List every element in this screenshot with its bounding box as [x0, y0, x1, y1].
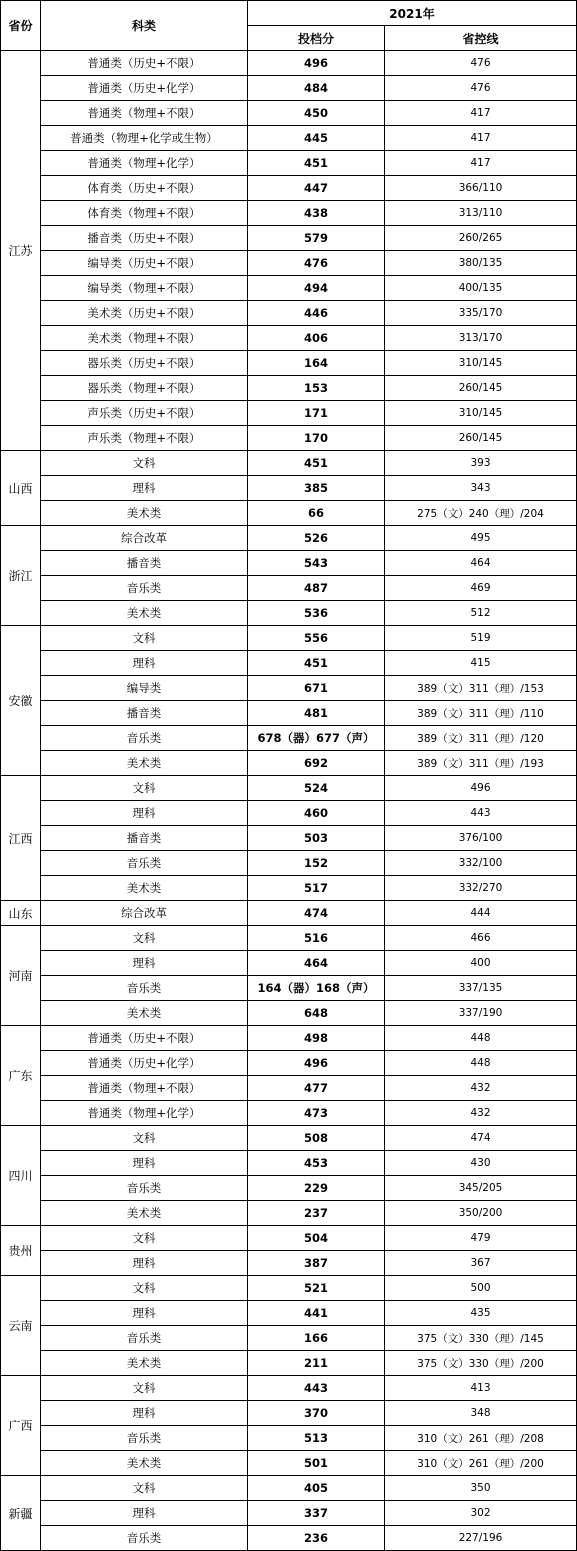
score-cell: 211 — [248, 1351, 385, 1376]
category-cell: 理科 — [41, 1401, 248, 1426]
table-row — [1, 1076, 577, 1101]
control-line-cell: 479 — [385, 1226, 577, 1251]
category-cell: 文科 — [41, 926, 248, 951]
table-row — [1, 1151, 577, 1176]
table-row — [1, 476, 577, 501]
province-cell: 江苏 — [1, 51, 41, 451]
table-row — [1, 1326, 577, 1351]
category-cell: 编导类（历史+不限） — [41, 251, 248, 276]
score-cell: 692 — [248, 751, 385, 776]
control-line-cell: 496 — [385, 776, 577, 801]
control-line-cell: 432 — [385, 1076, 577, 1101]
control-line-cell: 512 — [385, 601, 577, 626]
score-cell: 164 — [248, 351, 385, 376]
table-row — [1, 726, 577, 751]
score-cell: 484 — [248, 76, 385, 101]
table-row — [1, 126, 577, 151]
table-row — [1, 1226, 577, 1251]
category-cell: 普通类（历史+不限） — [41, 51, 248, 76]
category-cell: 音乐类 — [41, 576, 248, 601]
score-cell: 516 — [248, 926, 385, 951]
score-cell: 387 — [248, 1251, 385, 1276]
table-row — [1, 651, 577, 676]
category-cell: 理科 — [41, 801, 248, 826]
table-row — [1, 1251, 577, 1276]
control-line-cell: 275（文）240（理）/204 — [385, 501, 577, 526]
control-line-cell: 476 — [385, 51, 577, 76]
category-cell: 普通类（物理+化学） — [41, 1101, 248, 1126]
table-row — [1, 1126, 577, 1151]
control-line-cell: 519 — [385, 626, 577, 651]
control-line-cell: 448 — [385, 1051, 577, 1076]
control-line-cell: 260/145 — [385, 376, 577, 401]
table-row — [1, 1001, 577, 1026]
table-row — [1, 401, 577, 426]
score-cell: 508 — [248, 1126, 385, 1151]
score-cell: 521 — [248, 1276, 385, 1301]
control-line-cell: 466 — [385, 926, 577, 951]
category-cell: 文科 — [41, 1126, 248, 1151]
category-cell: 美术类 — [41, 1201, 248, 1226]
control-line-cell: 302 — [385, 1501, 577, 1526]
table-row — [1, 1026, 577, 1051]
score-cell: 406 — [248, 326, 385, 351]
category-cell: 声乐类（历史+不限） — [41, 401, 248, 426]
control-line-cell: 376/100 — [385, 826, 577, 851]
header-province: 省份 — [1, 1, 41, 51]
category-cell: 编导类 — [41, 676, 248, 701]
table-row — [1, 626, 577, 651]
category-cell: 理科 — [41, 1301, 248, 1326]
table-row — [1, 901, 577, 926]
category-cell: 播音类 — [41, 701, 248, 726]
table-row — [1, 851, 577, 876]
category-cell: 美术类（物理+不限） — [41, 326, 248, 351]
score-cell: 503 — [248, 826, 385, 851]
table-row — [1, 1201, 577, 1226]
control-line-cell: 389（文）311（理）/193 — [385, 751, 577, 776]
score-cell: 445 — [248, 126, 385, 151]
score-cell: 579 — [248, 226, 385, 251]
province-cell: 河南 — [1, 926, 41, 1026]
category-cell: 美术类 — [41, 876, 248, 901]
table-body — [1, 51, 577, 1551]
control-line-cell: 389（文）311（理）/110 — [385, 701, 577, 726]
score-cell: 451 — [248, 451, 385, 476]
province-cell: 贵州 — [1, 1226, 41, 1276]
category-cell: 美术类（历史+不限） — [41, 301, 248, 326]
category-cell: 器乐类（物理+不限） — [41, 376, 248, 401]
score-cell: 487 — [248, 576, 385, 601]
score-cell: 171 — [248, 401, 385, 426]
category-cell: 美术类 — [41, 501, 248, 526]
province-cell: 浙江 — [1, 526, 41, 626]
control-line-cell: 464 — [385, 551, 577, 576]
table-row — [1, 276, 577, 301]
score-cell: 477 — [248, 1076, 385, 1101]
score-cell: 447 — [248, 176, 385, 201]
table-row — [1, 301, 577, 326]
control-line-cell: 313/170 — [385, 326, 577, 351]
control-line-cell: 310（文）261（理）/200 — [385, 1451, 577, 1476]
control-line-cell: 227/196 — [385, 1526, 577, 1551]
province-cell: 安徽 — [1, 626, 41, 776]
category-cell: 音乐类 — [41, 1426, 248, 1451]
table-row — [1, 1476, 577, 1501]
table-row — [1, 1501, 577, 1526]
score-cell: 405 — [248, 1476, 385, 1501]
table-row — [1, 1176, 577, 1201]
category-cell: 普通类（物理+化学或生物） — [41, 126, 248, 151]
category-cell: 美术类 — [41, 601, 248, 626]
table-row — [1, 951, 577, 976]
table-header — [1, 1, 577, 51]
control-line-cell: 310（文）261（理）/208 — [385, 1426, 577, 1451]
control-line-cell: 260/265 — [385, 226, 577, 251]
category-cell: 综合改革 — [41, 901, 248, 926]
category-cell: 普通类（物理+不限） — [41, 101, 248, 126]
score-cell: 170 — [248, 426, 385, 451]
score-cell: 66 — [248, 501, 385, 526]
category-cell: 音乐类 — [41, 1176, 248, 1201]
control-line-cell: 400 — [385, 951, 577, 976]
table-row — [1, 776, 577, 801]
control-line-cell: 380/135 — [385, 251, 577, 276]
category-cell: 普通类（历史+不限） — [41, 1026, 248, 1051]
table-row — [1, 1526, 577, 1551]
header-year: 2021年 — [248, 1, 577, 26]
table-row — [1, 926, 577, 951]
category-cell: 声乐类（物理+不限） — [41, 426, 248, 451]
score-cell: 481 — [248, 701, 385, 726]
score-cell: 501 — [248, 1451, 385, 1476]
province-cell: 山西 — [1, 451, 41, 526]
category-cell: 理科 — [41, 1151, 248, 1176]
score-cell: 513 — [248, 1426, 385, 1451]
control-line-cell: 415 — [385, 651, 577, 676]
control-line-cell: 476 — [385, 76, 577, 101]
table-row — [1, 1426, 577, 1451]
category-cell: 播音类 — [41, 826, 248, 851]
score-cell: 526 — [248, 526, 385, 551]
control-line-cell: 345/205 — [385, 1176, 577, 1201]
province-cell: 广东 — [1, 1026, 41, 1126]
control-line-cell: 366/110 — [385, 176, 577, 201]
table-row — [1, 1451, 577, 1476]
category-cell: 播音类 — [41, 551, 248, 576]
category-cell: 普通类（物理+化学） — [41, 151, 248, 176]
table-row — [1, 101, 577, 126]
score-cell: 536 — [248, 601, 385, 626]
score-cell: 473 — [248, 1101, 385, 1126]
score-cell: 385 — [248, 476, 385, 501]
category-cell: 文科 — [41, 626, 248, 651]
control-line-cell: 332/270 — [385, 876, 577, 901]
table-row — [1, 976, 577, 1001]
table-row — [1, 176, 577, 201]
table-row — [1, 501, 577, 526]
category-cell: 文科 — [41, 1376, 248, 1401]
table-row — [1, 701, 577, 726]
category-cell: 播音类（历史+不限） — [41, 226, 248, 251]
table-row — [1, 201, 577, 226]
control-line-cell: 443 — [385, 801, 577, 826]
control-line-cell: 469 — [385, 576, 577, 601]
table-row — [1, 576, 577, 601]
category-cell: 音乐类 — [41, 976, 248, 1001]
control-line-cell: 393 — [385, 451, 577, 476]
category-cell: 美术类 — [41, 1451, 248, 1476]
category-cell: 文科 — [41, 451, 248, 476]
table-row — [1, 1351, 577, 1376]
score-cell: 370 — [248, 1401, 385, 1426]
table-row — [1, 326, 577, 351]
category-cell: 理科 — [41, 1251, 248, 1276]
score-cell: 496 — [248, 51, 385, 76]
province-cell: 山东 — [1, 901, 41, 926]
table-row — [1, 526, 577, 551]
control-line-cell: 444 — [385, 901, 577, 926]
table-row — [1, 1376, 577, 1401]
table-row — [1, 226, 577, 251]
category-cell: 文科 — [41, 1476, 248, 1501]
control-line-cell: 313/110 — [385, 201, 577, 226]
category-cell: 体育类（物理+不限） — [41, 201, 248, 226]
category-cell: 音乐类 — [41, 726, 248, 751]
table-row — [1, 1101, 577, 1126]
category-cell: 理科 — [41, 951, 248, 976]
category-cell: 美术类 — [41, 1351, 248, 1376]
province-cell: 新疆 — [1, 1476, 41, 1551]
table-row — [1, 1051, 577, 1076]
table-row — [1, 1301, 577, 1326]
score-cell: 153 — [248, 376, 385, 401]
control-line-cell: 417 — [385, 126, 577, 151]
control-line-cell: 260/145 — [385, 426, 577, 451]
score-cell: 464 — [248, 951, 385, 976]
table-row — [1, 76, 577, 101]
category-cell: 理科 — [41, 651, 248, 676]
category-cell: 音乐类 — [41, 851, 248, 876]
table-row — [1, 376, 577, 401]
score-cell: 460 — [248, 801, 385, 826]
control-line-cell: 389（文）311（理）/153 — [385, 676, 577, 701]
header-category: 科类 — [41, 1, 248, 51]
table-row — [1, 351, 577, 376]
score-cell: 451 — [248, 151, 385, 176]
control-line-cell: 337/135 — [385, 976, 577, 1001]
score-cell: 164（器）168（声） — [248, 976, 385, 1001]
category-cell: 普通类（物理+不限） — [41, 1076, 248, 1101]
category-cell: 编导类（物理+不限） — [41, 276, 248, 301]
control-line-cell: 310/145 — [385, 401, 577, 426]
control-line-cell: 348 — [385, 1401, 577, 1426]
score-cell: 451 — [248, 651, 385, 676]
table-row — [1, 1401, 577, 1426]
category-cell: 文科 — [41, 776, 248, 801]
control-line-cell: 350/200 — [385, 1201, 577, 1226]
control-line-cell: 343 — [385, 476, 577, 501]
province-cell: 江西 — [1, 776, 41, 901]
control-line-cell: 417 — [385, 151, 577, 176]
score-cell: 496 — [248, 1051, 385, 1076]
control-line-cell: 350 — [385, 1476, 577, 1501]
category-cell: 音乐类 — [41, 1526, 248, 1551]
control-line-cell: 337/190 — [385, 1001, 577, 1026]
score-cell: 236 — [248, 1526, 385, 1551]
province-cell: 四川 — [1, 1126, 41, 1226]
score-cell: 337 — [248, 1501, 385, 1526]
score-cell: 441 — [248, 1301, 385, 1326]
category-cell: 体育类（历史+不限） — [41, 176, 248, 201]
score-cell: 556 — [248, 626, 385, 651]
table-row — [1, 151, 577, 176]
score-cell: 229 — [248, 1176, 385, 1201]
score-cell: 166 — [248, 1326, 385, 1351]
table-row — [1, 826, 577, 851]
control-line-cell: 375（文）330（理）/200 — [385, 1351, 577, 1376]
score-cell: 517 — [248, 876, 385, 901]
control-line-cell: 335/170 — [385, 301, 577, 326]
category-cell: 美术类 — [41, 751, 248, 776]
header-score: 投档分 — [248, 26, 385, 51]
category-cell: 器乐类（历史+不限） — [41, 351, 248, 376]
table-row — [1, 676, 577, 701]
category-cell: 音乐类 — [41, 1326, 248, 1351]
province-cell: 云南 — [1, 1276, 41, 1376]
control-line-cell: 310/145 — [385, 351, 577, 376]
control-line-cell: 400/135 — [385, 276, 577, 301]
control-line-cell: 367 — [385, 1251, 577, 1276]
score-cell: 446 — [248, 301, 385, 326]
table-row — [1, 601, 577, 626]
control-line-cell: 495 — [385, 526, 577, 551]
control-line-cell: 389（文）311（理）/120 — [385, 726, 577, 751]
score-cell: 476 — [248, 251, 385, 276]
score-cell: 453 — [248, 1151, 385, 1176]
control-line-cell: 432 — [385, 1101, 577, 1126]
table-row — [1, 751, 577, 776]
control-line-cell: 448 — [385, 1026, 577, 1051]
control-line-cell: 500 — [385, 1276, 577, 1301]
control-line-cell: 375（文）330（理）/145 — [385, 1326, 577, 1351]
table-row — [1, 451, 577, 476]
score-cell: 443 — [248, 1376, 385, 1401]
control-line-cell: 332/100 — [385, 851, 577, 876]
category-cell: 普通类（历史+化学） — [41, 76, 248, 101]
control-line-cell: 435 — [385, 1301, 577, 1326]
category-cell: 文科 — [41, 1276, 248, 1301]
score-cell: 237 — [248, 1201, 385, 1226]
control-line-cell: 474 — [385, 1126, 577, 1151]
table-row — [1, 876, 577, 901]
table-row — [1, 251, 577, 276]
score-cell: 648 — [248, 1001, 385, 1026]
category-cell: 美术类 — [41, 1001, 248, 1026]
header-control-line: 省控线 — [385, 26, 577, 51]
category-cell: 综合改革 — [41, 526, 248, 551]
category-cell: 理科 — [41, 476, 248, 501]
score-cell: 438 — [248, 201, 385, 226]
score-cell: 543 — [248, 551, 385, 576]
table-row — [1, 1276, 577, 1301]
table-row — [1, 801, 577, 826]
category-cell: 普通类（历史+化学） — [41, 1051, 248, 1076]
score-cell: 678（器）677（声） — [248, 726, 385, 751]
table-row — [1, 51, 577, 76]
control-line-cell: 430 — [385, 1151, 577, 1176]
score-cell: 494 — [248, 276, 385, 301]
score-cell: 450 — [248, 101, 385, 126]
score-cell: 152 — [248, 851, 385, 876]
category-cell: 理科 — [41, 1501, 248, 1526]
control-line-cell: 417 — [385, 101, 577, 126]
score-cell: 474 — [248, 901, 385, 926]
score-cell: 671 — [248, 676, 385, 701]
score-cell: 498 — [248, 1026, 385, 1051]
table-row — [1, 426, 577, 451]
control-line-cell: 413 — [385, 1376, 577, 1401]
score-cell: 524 — [248, 776, 385, 801]
table-row — [1, 551, 577, 576]
province-cell: 广西 — [1, 1376, 41, 1476]
category-cell: 文科 — [41, 1226, 248, 1251]
score-cell: 504 — [248, 1226, 385, 1251]
